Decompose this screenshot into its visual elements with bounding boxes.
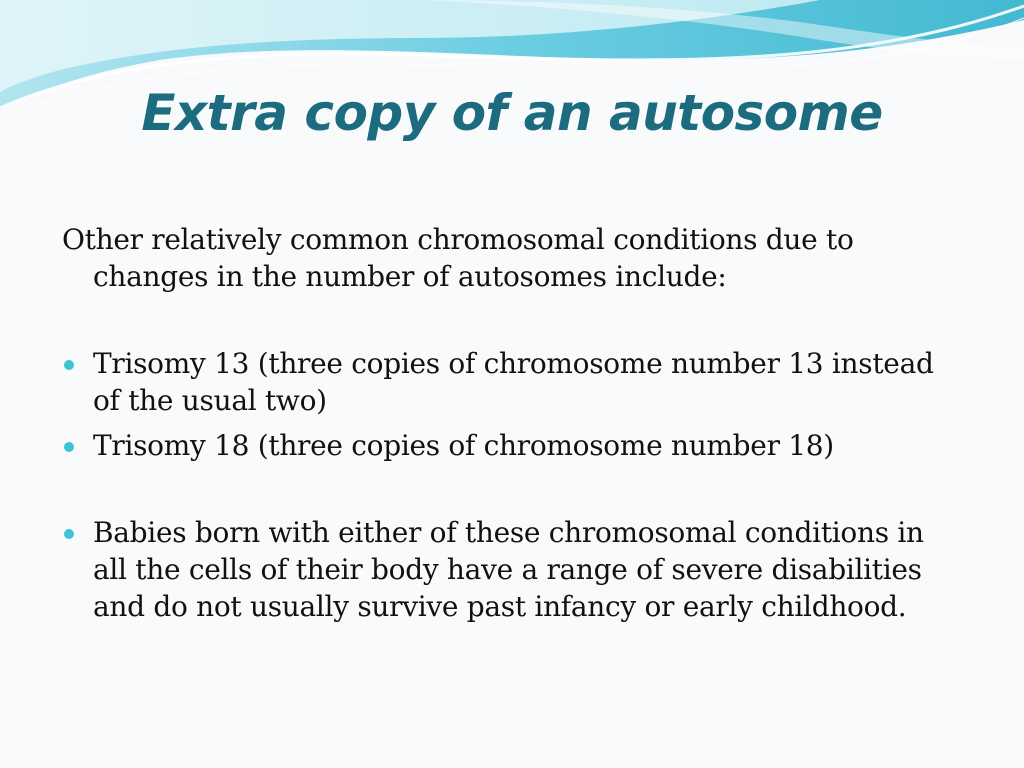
bullet-dot-icon (64, 529, 74, 539)
bullet-dot-icon (64, 442, 74, 452)
bullet-text: Babies born with either of these chromosomal conditions in all the cells of their body have a range of severe disabilities and do not usually survive past infancy or early childhood. (93, 516, 924, 623)
bullet-item-trisomy-13 (62, 345, 962, 419)
bullet-item-trisomy-18 (62, 427, 962, 464)
bullet-dot-icon (64, 360, 74, 370)
bullet-text: Trisomy 13 (three copies of chromosome number 13 instead of the usual two) (93, 347, 934, 417)
bullet-item-outcome (62, 514, 962, 625)
intro-paragraph: Other relatively common chromosomal conditions due to changes in the number of autosomes include: (62, 223, 854, 293)
bullet-text: Trisomy 18 (three copies of chromosome number 18) (93, 429, 834, 462)
slide-body (62, 221, 962, 625)
slide-title: Extra copy of an autosome (141, 84, 883, 142)
